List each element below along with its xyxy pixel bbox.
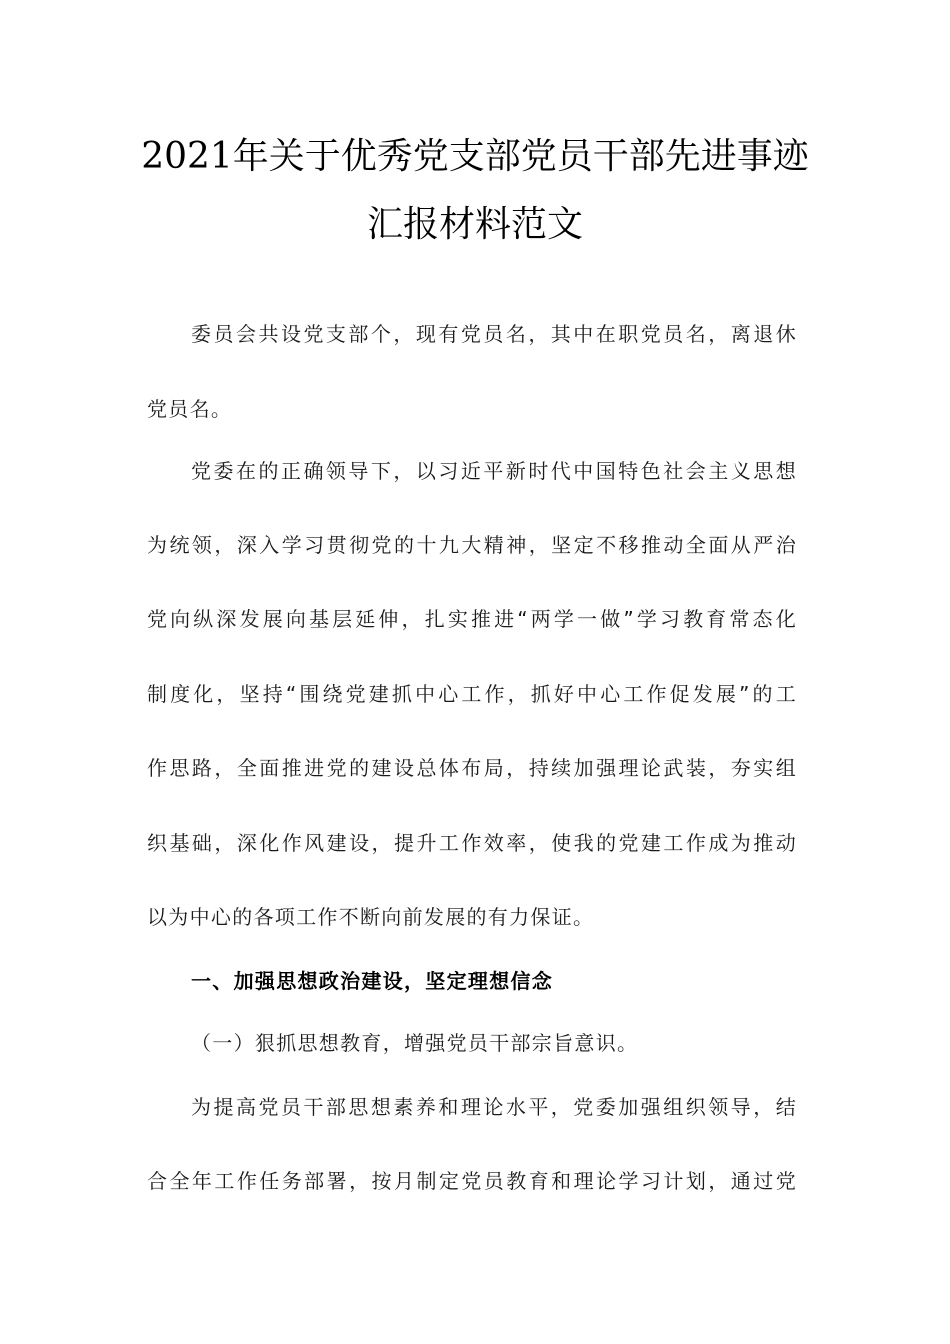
- section-heading: 一、加强思想政治建设，坚定理想信念: [191, 969, 554, 993]
- paragraph-line: 党委在的正确领导下，以习近平新时代中国特色社会主义思想: [191, 459, 797, 483]
- document-title-line-1: 2021年关于优秀党支部党员干部先进事迹: [141, 136, 809, 177]
- paragraph-line: 合全年工作任务部署，按月制定党员教育和理论学习计划，通过党: [147, 1169, 797, 1193]
- paragraph-line: 党向纵深发展向基层延伸，扎实推进“两学一做”学习教育常态化: [147, 607, 797, 631]
- paragraph-line: 织基础，深化作风建设，提升工作效率，使我的党建工作成为推动: [147, 831, 797, 855]
- document-title-line-2: 汇报材料范文: [366, 204, 583, 245]
- paragraph-line: 以为中心的各项工作不断向前发展的有力保证。: [147, 905, 595, 929]
- paragraph-line: 作思路，全面推进党的建设总体布局，持续加强理论武装，夯实组: [147, 756, 797, 780]
- paragraph-line: 委员会共设党支部个，现有党员名，其中在职党员名，离退休: [191, 322, 797, 346]
- paragraph-line: 制度化，坚持“围绕党建抓中心工作，抓好中心工作促发展”的工: [147, 682, 797, 706]
- paragraph-line: 党员名。: [147, 397, 233, 421]
- paragraph-line: 为提高党员干部思想素养和理论水平，党委加强组织领导，结: [191, 1095, 797, 1119]
- subsection-heading: （一）狠抓思想教育，增强党员干部宗旨意识。: [191, 1031, 639, 1055]
- paragraph-line: 为统领，深入学习贯彻党的十九大精神，坚定不移推动全面从严治: [147, 533, 797, 557]
